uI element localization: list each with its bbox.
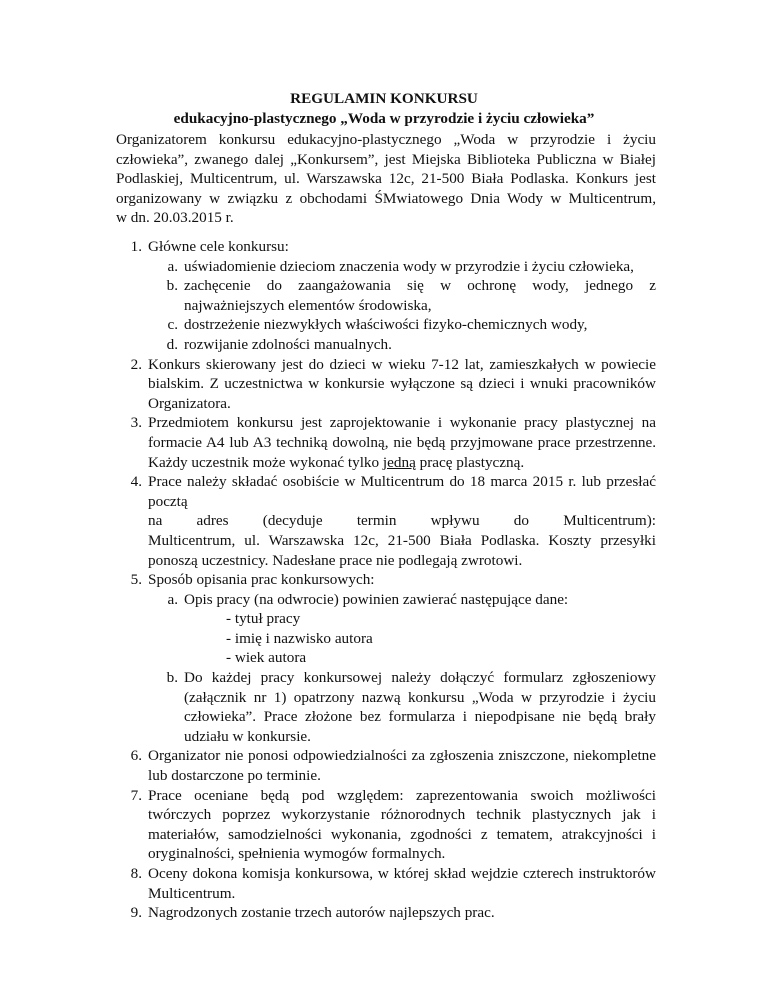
subitem-letter: a.: [167, 590, 178, 608]
rule-text: Główne cele konkursu:: [148, 238, 289, 255]
rule-text-part: pracę plastyczną.: [419, 453, 525, 471]
subitem-letter: a.: [167, 257, 178, 275]
rule-item: [116, 355, 656, 414]
subitem-text: Opis pracy (na odwrocie) powinien zawierać następujące dane:: [184, 590, 569, 608]
dash-item: - imię i nazwisko autora: [226, 629, 373, 647]
intro-date: w dn. 20.03.2015 r.: [116, 209, 234, 227]
intro-text: Organizatorem konkursu edukacyjno-plastycznego „Woda w przyrodzie i życiu człowieka”, zwanego dalej „Konkursem”, jest Miejska Biblioteka Publiczna w Białej Podlaskiej, Multicentrum, ul. Warszawska 12c, 21-500 Biała Podlaska. Konkurs jest organizowany w związku z obchodami ŚMwiatowego Dnia Wody w Multicentrum,: [116, 131, 656, 207]
subitem-text: uświadomienie dzieciom znaczenia wody w przyrodzie i życiu człowieka,: [184, 257, 634, 275]
rule-number: 2.: [130, 355, 142, 373]
rule-item: [116, 413, 656, 472]
rule-item: [116, 903, 656, 923]
rule-text-line: Prace należy składać osobiście w Multicentrum do 18 marca 2015 r. lub przesłać pocztą: [148, 473, 656, 510]
dash-item: - tytuł pracy: [226, 610, 301, 628]
underlined-word: jedną: [382, 453, 416, 471]
rule-subitem: [116, 335, 656, 355]
rule-item: [116, 864, 656, 903]
subitem-letter: c.: [167, 316, 178, 334]
rule-number: 1.: [130, 238, 142, 255]
rule-text-part: Przedmiotem konkursu jest zaprojektowanie i wykonanie pracy plastycznej na formacie A4 lub A3 techniką dowolną, nie będą przyjmowane prace przestrzenne. Każdy uczestnik może wykonać tylko: [148, 414, 656, 471]
dash-item: - wiek autora: [226, 649, 307, 667]
rule-item: [116, 786, 656, 864]
rule-item: [116, 472, 656, 570]
rule-text: Oceny dokona komisja konkursowa, w której skład wejdzie czterech instruktorów Multicentrum.: [148, 865, 656, 902]
rule-text: Prace oceniane będą pod względem: zaprezentowania swoich możliwości twórczych poprzez wykorzystanie różnorodnych technik plastycznych jak i materiałów, samodzielności wykonania, zgodności z tematem, atrakcyjności i oryginalności, spełnienia wymogów formalnych.: [148, 786, 656, 863]
rule-number: 4.: [130, 473, 142, 491]
rule-number: 8.: [130, 865, 142, 882]
rule-item: [116, 570, 656, 590]
subitem-text: zachęcenie do zaangażowania się w ochronę wody, jednego z najważniejszych elementów środowiska,: [184, 277, 656, 314]
document-subtitle: edukacyjno-plastycznego „Woda w przyrodzie i życiu człowieka”: [173, 109, 595, 127]
rule-item: [116, 237, 656, 257]
rule-number: 9.: [130, 904, 142, 922]
rule-text: Multicentrum, ul. Warszawska 12c, 21-500 Biała Podlaska. Koszty przesyłki ponoszą uczestnicy. Nadesłane prace nie podlegają zwrotowi.: [148, 531, 656, 569]
rule-subitem: [116, 257, 656, 277]
subitem-letter: b.: [166, 277, 178, 295]
rules-list: [116, 237, 656, 923]
rule-text-line: na adres (decyduje termin wpływu do Multicentrum):: [148, 512, 656, 530]
rule-subitem: [116, 276, 656, 315]
rule-subitem: [116, 315, 656, 335]
rule-number: 7.: [130, 786, 142, 804]
rule-subitem: [116, 590, 656, 610]
rule-text: Konkurs skierowany jest do dzieci w wieku 7-12 lat, zamieszkałych w powiecie bialskim. Z uczestnictwa w konkursie wyłączone są dzieci i wnuki pracowników Organizatora.: [148, 355, 656, 412]
rule-text: Nagrodzonych zostanie trzech autorów najlepszych prac.: [148, 904, 495, 922]
rule-number: 3.: [130, 414, 142, 432]
intro-paragraph: [116, 130, 656, 228]
rule-text: Organizator nie ponosi odpowiedzialności za zgłoszenia zniszczone, niekompletne lub dostarczone po terminie.: [148, 747, 656, 785]
rule-text: [148, 413, 656, 472]
rule-number: 6.: [130, 747, 142, 765]
document-title: REGULAMIN KONKURSU: [290, 90, 478, 107]
subitem-text: Do każdej pracy konkursowej należy dołączyć formularz zgłoszeniowy (załącznik nr 1) opatrzony nazwą konkursu „Woda w przyrodzie i życiu człowieka”. Prace złożone bez formularza i niepodpisane nie będą brały udziału w konkursie.: [184, 669, 656, 745]
rule-text: Sposób opisania prac konkursowych:: [148, 571, 375, 589]
subitem-text: dostrzeżenie niezwykłych właściwości fizyko-chemicznych wody,: [184, 316, 588, 334]
subitem-letter: d.: [166, 335, 178, 353]
subitem-letter: b.: [166, 669, 178, 687]
rule-item: [116, 746, 656, 785]
subitem-text: rozwijanie zdolności manualnych.: [184, 335, 392, 353]
rule-subitem: [116, 668, 656, 746]
document-header: [0, 89, 768, 128]
rule-number: 5.: [130, 571, 142, 589]
